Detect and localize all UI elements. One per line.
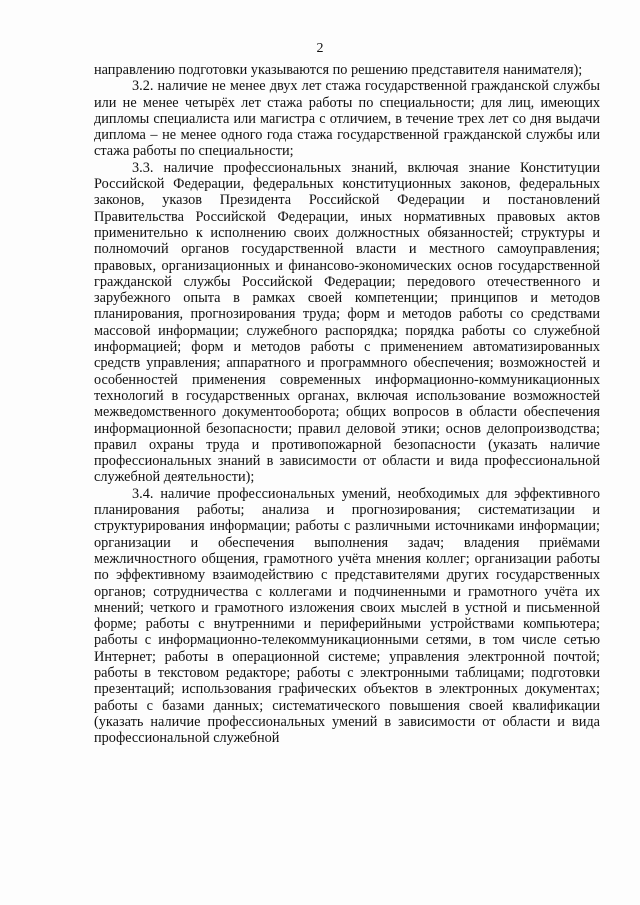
page-number: 2 — [316, 41, 324, 56]
paragraph-3-4: 3.4. наличие профессиональных умений, необходимых для эффективного планирования работы; анализа и прогнозирования; систематизации и структурирования информации; работы с различными источниками информации; организации и обеспечения выполнения задач; владения приёмами межличностного общения, грамотного учёта мнения коллег; организации работы по эффективному взаимодействию с представителями других государственных органов; сотрудничества с коллегами и подчиненными и грамотного учёта их мнений; четкого и грамотного изложения своих мыслей в устной и письменной форме; работы с внутренними и периферийными устройствами компьютера; работы с информационно-телекоммуникационными сетями, в том числе сетью Интернет; работы в операционной системе; управления электронной почтой; работы в текстовом редакторе; работы с электронными таблицами; подготовки презентаций; использования графических объектов в электронных документах; работы с базами данных; систематического повышения своей квалификации (указать наличие профессиональных умений в зависимости от области и вида профессиональной служебной — [94, 485, 600, 747]
paragraph-3-2: 3.2. наличие не менее двух лет стажа государственной гражданской службы или не менее четырёх лет стажа работы по специальности; для лиц, имеющих дипломы специалиста или магистра с отличием, в течение трех лет со дня выдачи диплома – не менее одного года стажа государственной гражданской службы или стажа работы по специальности; — [94, 78, 600, 160]
paragraph-continuation: направлению подготовки указываются по решению представителя нанимателя); — [94, 62, 583, 78]
paragraph-3-3: 3.3. наличие профессиональных знаний, включая знание Конституции Российской Федерации, федеральных конституционных законов, федеральных законов, указов Президента Российской Федерации и постановлений Правительства Российской Федерации, иных нормативных правовых актов применительно к исполнению своих должностных обязанностей; структуры и полномочий органов государственной власти и местного самоуправления; правовых, организационных и финансово-экономических основ государственной гражданской службы Российской Федерации; передового отечественного и зарубежного опыта в рамках своей компетенции; принципов и методов планирования, прогнозирования труда; форм и методов работы со средствами массовой информации; служебного распорядка; порядка работы со служебной информацией; форм и методов работы с применением автоматизированных средств управления; аппаратного и программного обеспечения; возможностей и особенностей применения современных информационно-коммуникационных технологий в государственных органах, включая использование возможностей межведомственного документооборота; общих вопросов в области обеспечения информационной безопасности; правил деловой этики; основ делопроизводства; правил охраны труда и противопожарной безопасности (указать наличие профессиональных знаний в зависимости от области и вида профессиональной служебной деятельности); — [94, 159, 600, 486]
document-body — [94, 62, 600, 746]
